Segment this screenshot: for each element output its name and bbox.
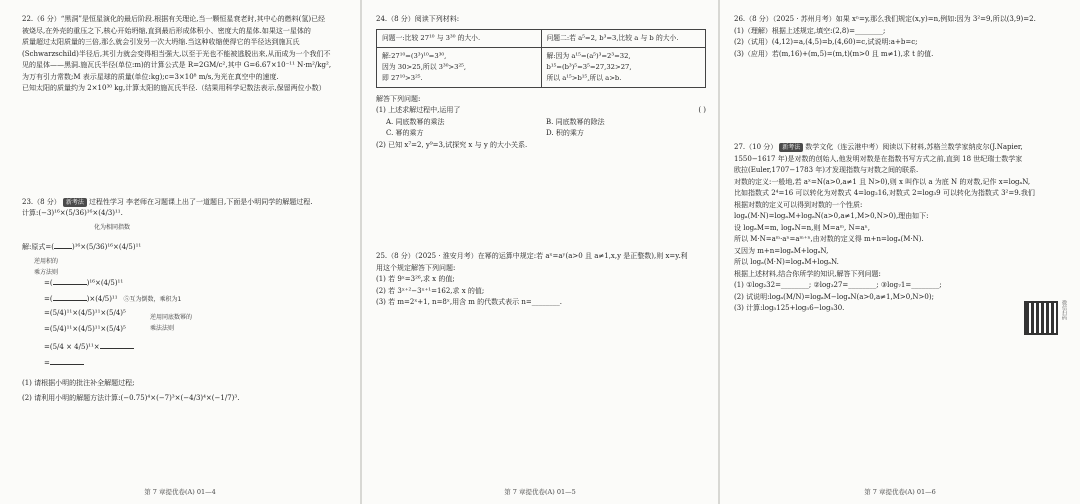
- q27-line: 设 logₐM=m, logₐN=n,则 M=aᵐ, N=aⁿ,: [734, 223, 870, 232]
- answer-blank[interactable]: [53, 292, 87, 301]
- table-cell: 问题二:若 a⁵=2, b³=3,比较 a 与 b 的大小.: [541, 29, 706, 47]
- solution-line: =(5/4)¹¹×(4/5)¹¹×(5/4)⁵: [44, 324, 126, 333]
- q27-line: 根据对数的定义可以得到对数的一个性质:: [734, 200, 863, 209]
- solution-line: =(: [44, 278, 53, 287]
- q27-line: 所以 logₐ(M·N)=logₐM+logₐN.: [734, 258, 839, 266]
- solution-line: =: [44, 358, 50, 367]
- answer-blank[interactable]: [53, 276, 87, 285]
- q27-line: (1) ①log₂32=________; ②log₃27=________; ③log₇1=________;: [734, 281, 942, 289]
- table-cell: 解:27¹⁰=(3³)¹⁰=3³⁰, 因为 30>25,所以 3³⁰>3²⁵, 即 27¹⁰>3²⁵.: [377, 47, 542, 87]
- q25-line: (3) 若 m=2ˣ+1, n=8ˣ,用含 m 的代数式表示 n=________.: [376, 298, 562, 306]
- solution-line: 解:原式=(: [22, 242, 54, 251]
- table-cell: 解:因为 a¹⁵=(a⁵)³=2³=32, b¹⁵=(b³)⁵=3⁵=27,32>27, 所以 a¹⁵>b¹⁵,所以 a>b.: [541, 47, 706, 87]
- q27-line: 所以 M·N=aᵐ·aⁿ=aᵐ⁺ⁿ,由对数的定义得 m+n=logₐ(M·N).: [734, 235, 924, 243]
- q25-line: (2) 若 3ˣ⁺²−3ˣ⁺¹=162,求 x 的值;: [376, 286, 485, 295]
- annotation: 逆用同底数幂的 乘法法则: [150, 313, 193, 332]
- question-25: [376, 251, 706, 309]
- new-format-tag: 新考法: [63, 198, 87, 207]
- q26-line: (1)（理解）根据上述规定,填空:(2,8)=________;: [734, 26, 886, 35]
- q27-line: logₐ(M·N)=logₐM+logₐN(a>0,a≠1,M>0,N>0),理由如下:: [734, 212, 929, 220]
- page-footer: 第 7 章提优卷(A) 01—5: [504, 488, 576, 496]
- q27-line: 根据上述材料,结合你所学的知识,解答下列问题:: [734, 269, 881, 278]
- q27-line: (3) 计算:log₅125+log₅6−log₅30.: [734, 304, 845, 312]
- q23-part: (2) 请利用小明的解题方法计算:(−0.75)⁴×(−7)³×(−4/3)⁴×(−1/7)³.: [22, 394, 240, 402]
- option-b: B. 同底数幂的除法: [546, 117, 605, 126]
- qr-code-icon[interactable]: [1024, 301, 1058, 335]
- q22-line: (Schwarzschild)半径后,其引力就会变得相当强大,以至于光也不能被逃脱出来,从而成为一个我们不: [22, 49, 331, 58]
- q23-calc: 计算:(−3)¹⁶×(5/36)¹⁶×(4/3)¹¹.: [22, 209, 123, 217]
- q25-line: 用这个规定解答下列问题:: [376, 263, 456, 272]
- q27-line: 欧拉(Euler,1707−1783 年)才发现指数与对数之间的联系.: [734, 166, 919, 174]
- option-a: A. 同底数幂的乘法: [386, 117, 445, 126]
- qr-label: 微信扫码: [1061, 300, 1067, 320]
- q26-line: (2)（试用）(4,12)=a,(4,5)=b,(4,60)=c,试说明:a+b=c;: [734, 38, 918, 46]
- q23-number: 23.（8 分）: [22, 197, 61, 206]
- annotation: 化为相同指数: [94, 223, 131, 231]
- q26-line: 26.（8 分）（2025 · 苏州月考）如果 xⁿ=y,那么我们规定(x,y)=n,例如:因为 3²=9,所以(3,9)=2.: [734, 15, 1036, 23]
- q27-line: 对数的定义:一般地,若 aˣ=N(a>0,a≠1 且 N>0),则 x 叫作以 a 为底 N 的对数,记作 x=logₐN,: [734, 177, 1031, 186]
- q22-line: 已知太阳的质量约为 2×10³⁰ kg,计算太阳的施瓦氏半径.（结果用科学记数法表示,保留两位小数）: [22, 84, 326, 92]
- question-26: [734, 14, 1058, 60]
- page-left: [0, 0, 360, 504]
- page-middle: [362, 0, 718, 504]
- q24-answer-head: 解答下列问题:: [376, 94, 421, 103]
- q23-part: (1) 请根据小明的批注补全解题过程;: [22, 378, 135, 387]
- annotation: 逆用积的 乘方法则: [34, 257, 59, 276]
- q23-solution: [22, 220, 346, 368]
- answer-blank[interactable]: [100, 340, 134, 349]
- question-27: [734, 142, 1058, 315]
- q22-line: 见的星体——黑洞.施瓦氏半径(单位:m)的计算公式是 R=2GM/c²,其中 G=6.67×10⁻¹¹ N·m²/kg²,: [22, 61, 332, 69]
- question-24: [376, 14, 706, 151]
- answer-parentheses[interactable]: ( ): [698, 106, 706, 114]
- q23-title: 过程性学习 李老师在习题课上出了一道题目,下面是小明同学的解题过程.: [88, 197, 313, 206]
- page-right: [720, 0, 1080, 504]
- answer-blank[interactable]: [54, 240, 72, 249]
- page-footer: 第 7 章提优卷(A) 01—6: [864, 488, 936, 496]
- solution-line: )¹⁶×(5/36)¹⁶×(4/5)¹¹: [71, 242, 142, 251]
- answer-blank[interactable]: [50, 356, 84, 365]
- q27-number: 27.（10 分）: [734, 143, 778, 151]
- solution-line: =(: [44, 294, 53, 303]
- q26-line: (3)（应用）若(m,16)+(m,5)=(m,t)(m>0 且 m≠1),求 t 的值.: [734, 49, 934, 58]
- q24-part2: (2) 已知 x⁷=2, y⁹=3,试探究 x 与 y 的大小关系.: [376, 140, 528, 149]
- new-format-tag: 新考法: [779, 143, 803, 152]
- q27-line: 数学文化（连云港中考）阅读以下材料,苏格兰数学家纳皮尔(J.Napier,: [805, 143, 1023, 151]
- q25-line: 25.（8 分）（2025 · 淮安月考）在幂的运算中规定:若 aˣ=aʸ(a>0 且 a≠1,x,y 是正整数),则 x=y.利: [376, 252, 688, 260]
- q22-line: 被烧尽,在外壳的重压之下,核心开始坍缩,直到最后形成体积小、密度大的星体.如果这一星体的: [22, 26, 311, 35]
- q22-line: 质量超过太阳质量的三倍,那么就会引发另一次大坍缩.当这种收缩使得它的半径达到施瓦氏: [22, 38, 300, 46]
- solution-line: )¹⁶×(4/5)¹¹: [86, 278, 124, 287]
- q22-line: 22.（6 分）“黑洞”是恒星演化的最后阶段.根据有关理论,当一颗恒星衰老时,其中心的燃料(氢)已经: [22, 15, 326, 23]
- annotation: ⑤互为倒数，乘积为1: [123, 295, 182, 303]
- q24-head: 24.（8 分）阅读下列材料:: [376, 15, 460, 23]
- solution-line: )×(4/5)¹¹: [86, 294, 118, 303]
- option-d: D. 积的乘方: [546, 129, 584, 137]
- q24-part1: (1) 上述求解过程中,运用了: [376, 106, 461, 114]
- page-footer: 第 7 章提优卷(A) 01—4: [144, 488, 216, 496]
- q27-line: 比如指数式 2⁴=16 可以转化为对数式 4=log₂16,对数式 2=log₃9 可以转化为指数式 3²=9.我们: [734, 189, 1035, 197]
- solution-line: =(5/4)¹¹×(4/5)¹¹×(5/4)⁵: [44, 308, 126, 317]
- option-c: C. 幂的乘方: [386, 129, 424, 137]
- q27-line: 又因为 m+n=logₐM+logₐN,: [734, 246, 829, 255]
- q27-line: 1550−1617 年)是对数的创始人,他发明对数是在指数书写方式之前,直到 18 世纪瑞士数学家: [734, 154, 1023, 163]
- material-table: [376, 29, 706, 88]
- q25-line: (1) 若 9ˣ=3²⁶,求 x 的值;: [376, 275, 455, 283]
- table-cell: 问题一:比较 27¹⁰ 与 3³⁰ 的大小.: [377, 29, 542, 47]
- question-23: [22, 197, 346, 405]
- q22-line: 为万有引力常数;M 表示星球的质量(单位:kg);c=3×10⁸ m/s,为光在真空中的速度.: [22, 72, 279, 81]
- question-22: [22, 14, 346, 95]
- q27-line: (2) 试说明:logₐ(M/N)=logₐM−logₐN(a>0,a≠1,M>0,N>0);: [734, 292, 934, 301]
- solution-line: =(5/4 × 4/5)¹¹×: [44, 342, 100, 351]
